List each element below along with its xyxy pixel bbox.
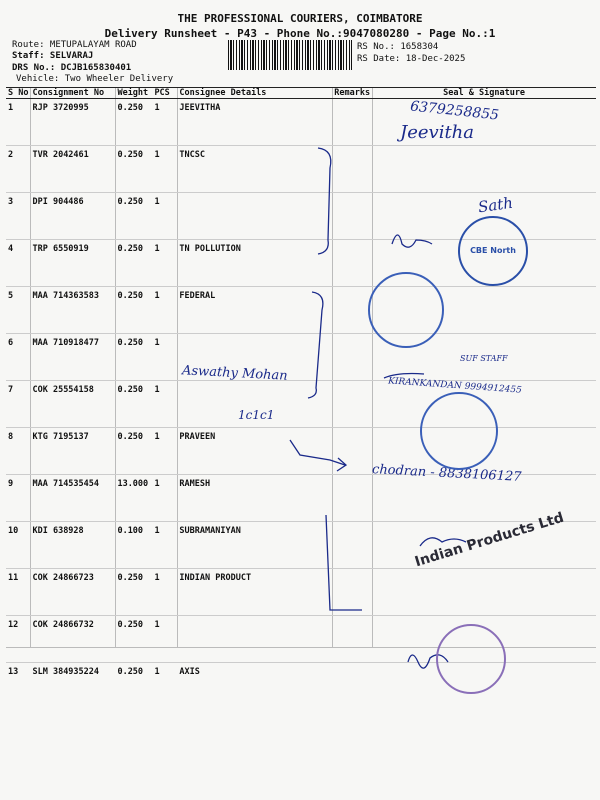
row-weight: 13.000 [115,475,152,522]
row-sno: 8 [6,428,30,475]
col-consignee: Consignee Details [177,87,332,99]
row-weight: 0.250 [115,193,152,240]
row-consignee: RAMESH [177,475,332,522]
row-pcs: 1 [152,146,177,193]
row-consignment: SLM 384935224 [32,667,100,677]
row-sno: 1 [6,99,30,146]
route-label: Route: METUPALAYAM ROAD [12,40,137,50]
row-consignment: COK 24866723 [30,569,115,616]
row-consignee: PRAVEEN [177,428,332,475]
row-pcs: 1 [152,616,177,663]
handwritten-signature: Sath [476,193,515,217]
row-weight: 0.250 [115,381,152,428]
handwritten-signature: Jeevitha [400,122,475,143]
row-consignment: COK 25554158 [30,381,115,428]
col-pcs: PCS [152,87,177,99]
row-sno: 9 [6,475,30,522]
row-pcs: 1 [152,240,177,287]
bracket-mark [308,292,323,398]
row-consignment: MAA 714535454 [30,475,115,522]
row-weight: 0.250 [115,287,152,334]
runsheet-subtitle: Delivery Runsheet - P43 - Phone No.:9047080280 - Page No.:1 [104,27,496,40]
bracket-mark [318,148,331,254]
row-weight: 0.250 [115,334,152,381]
row-pcs: 1 [152,193,177,240]
handwritten-name: Aswathy Mohan [181,363,288,384]
courier-round-stamp [368,272,444,348]
row-pcs: 1 [152,428,177,475]
row-weight: 0.250 [115,428,152,475]
row-sno: 2 [6,146,30,193]
row-consignee: SUBRAMANIYAN [177,522,332,569]
row-sno: 13 [8,667,19,677]
row-pcs: 1 [152,522,177,569]
row-weight: 0.250 [115,146,152,193]
row-consignee: INDIAN PRODUCT [177,569,332,616]
row-consignment: COK 24866732 [30,616,115,663]
vehicle-label: Vehicle: Two Wheeler Delivery [16,74,174,84]
row-consignment: KTG 7195137 [30,428,115,475]
col-sno: S No [8,87,29,98]
col-consignment: Consignment No [30,87,115,99]
handwritten-phone: chodran - 8838106127 [371,462,522,485]
row-consignment: RJP 3720995 [30,99,115,146]
row-consignment: TVR 2042461 [30,146,115,193]
handwritten-note: 1c1c1 [238,408,275,422]
row-consignee: FEDERAL [177,287,332,334]
signature-scribble [384,374,424,379]
row-sno: 7 [6,381,30,428]
rs-number: RS No.: 1658304 [357,42,439,52]
row-weight: 0.100 [115,522,152,569]
row-sno: 5 [6,287,30,334]
arrow-mark [290,440,345,465]
handwritten-name: KIRANKANDAN 9994912455 [387,376,523,396]
indian-products-stamp: Indian Products Ltd [413,509,566,571]
row-pcs: 1 [152,569,177,616]
rs-date: RS Date: 18-Dec-2025 [357,54,466,64]
row-pcs: 1 [152,475,177,522]
row-pcs: 1 [152,381,177,428]
row-consignee: TN POLLUTION [177,240,332,287]
row-pcs: 1 [152,334,177,381]
pollution-board-stamp [458,216,528,286]
row-sno: 3 [6,193,30,240]
handwritten-note: SUF STAFF [460,354,508,363]
row-sno: 4 [6,240,30,287]
row-consignment: TRP 6550919 [30,240,115,287]
col-weight: Weight [115,87,152,99]
row-consignee: JEEVITHA [177,99,332,146]
row-weight: 0.250 [115,616,152,663]
company-title: THE PROFESSIONAL COURIERS, COIMBATORE [177,12,423,25]
row-consignee: TNCSC [177,146,332,193]
row-pcs: 1 [152,99,177,146]
stamp-text: CBE North [470,246,516,255]
row-pcs: 1 [152,287,177,334]
staff-label: Staff: SELVARAJ [12,51,94,61]
col-remarks: Remarks [332,87,372,99]
signature-scribble [392,235,432,247]
row-consignment: DPI 904486 [30,193,115,240]
row-sno: 6 [6,334,30,381]
row-weight: 0.250 [117,667,144,677]
faded-round-stamp [436,624,506,694]
bracket-mark [326,515,362,610]
row-sno: 11 [6,569,30,616]
row-weight: 0.250 [115,569,152,616]
row-sno: 10 [6,522,30,569]
col-seal-signature: Seal & Signature [372,87,596,99]
row-weight: 0.250 [115,99,152,146]
row-consignment: KDI 638928 [30,522,115,569]
row-weight: 0.250 [115,240,152,287]
row-pcs: 1 [154,667,160,677]
row-consignee: AXIS [179,667,200,677]
row-consignment: MAA 714363583 [30,287,115,334]
handwritten-phone: 6379258855 [409,98,500,124]
row-consignment: MAA 710918477 [30,334,115,381]
courier-round-stamp [420,392,498,470]
row-sno: 12 [6,616,30,663]
drs-label: DRS No.: DCJB165830401 [12,63,132,73]
